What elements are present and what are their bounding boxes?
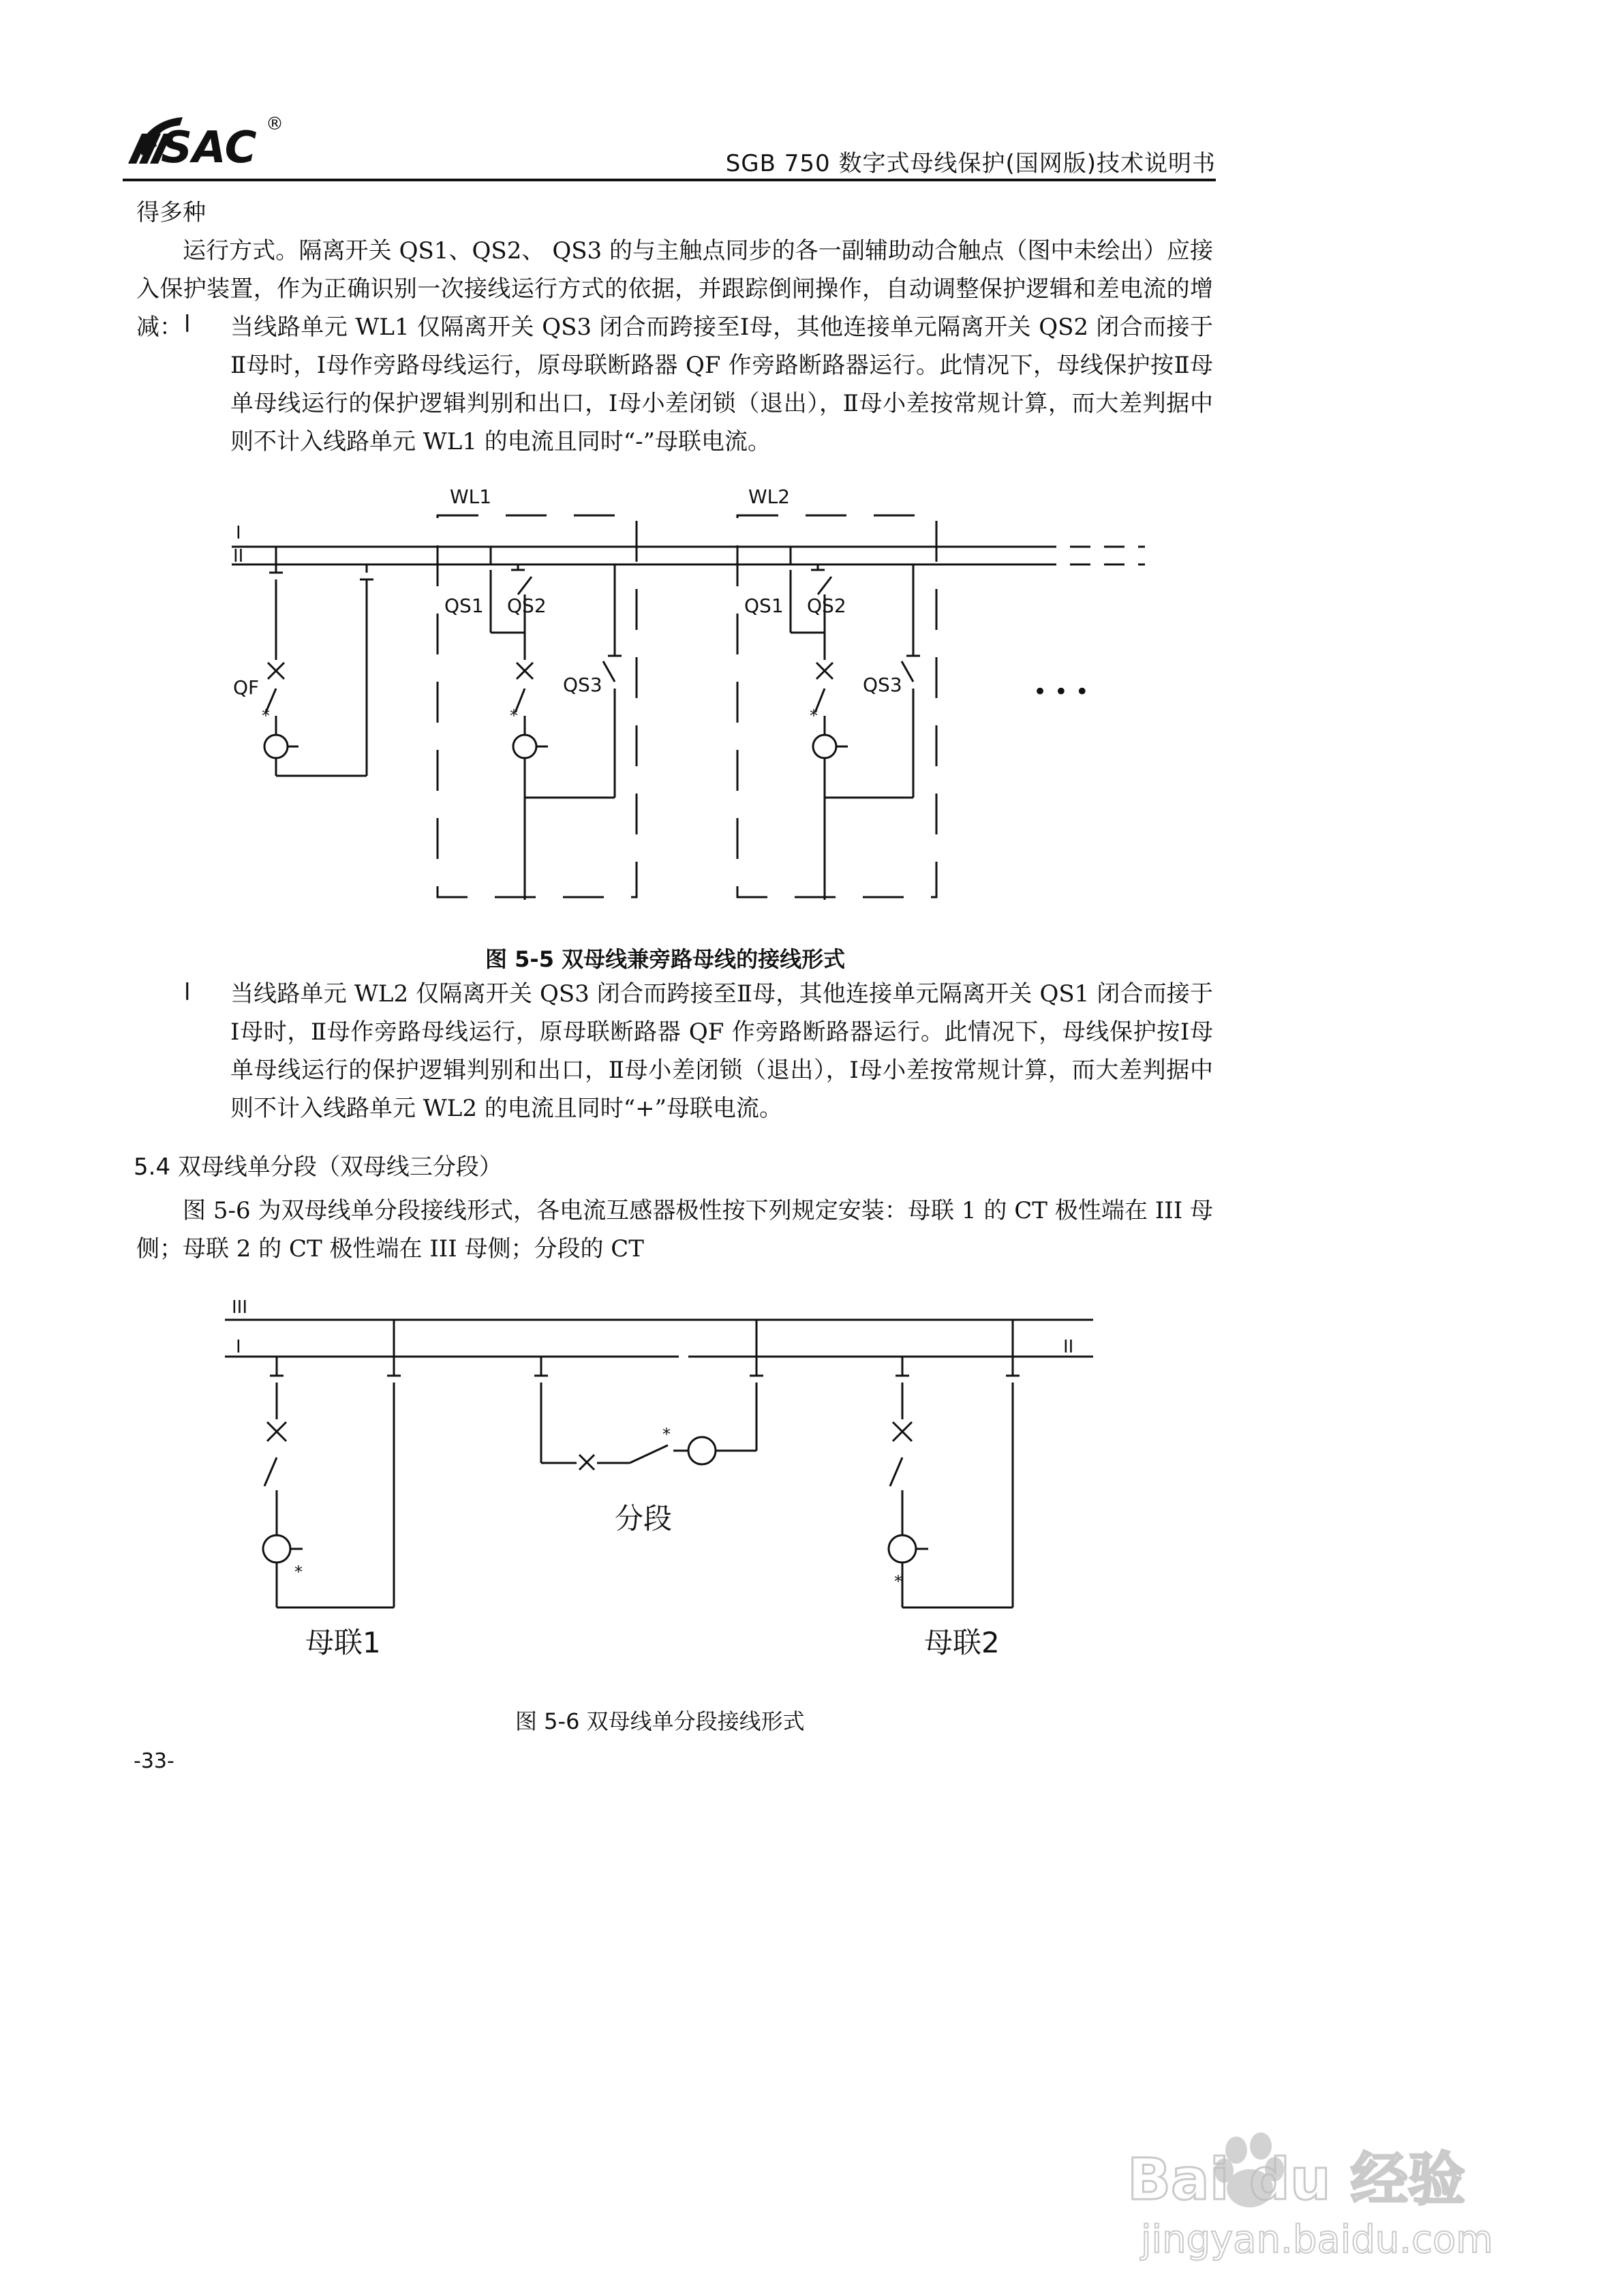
switch-label-qs3: QS3 <box>563 674 602 696</box>
section-heading: 5.4 双母线单分段（双母线三分段） <box>134 1153 502 1181</box>
sac-logo <box>114 93 292 175</box>
bus-label-iii: III <box>232 1297 248 1318</box>
bus-coupler-1 <box>263 1320 401 1607</box>
figure-5-5-caption: 图 5-5 双母线兼旁路母线的接线形式 <box>485 946 846 972</box>
figure-5-6-caption: 图 5-6 双母线单分段接线形式 <box>515 1708 805 1734</box>
header-divider <box>123 179 1216 181</box>
switch-label-qs2: QS2 <box>507 594 547 617</box>
bus-label-ii: II <box>233 546 244 567</box>
breaker-x-icon <box>268 663 284 679</box>
ct-icon <box>513 735 536 758</box>
breaker-x-icon <box>816 663 833 679</box>
ct-icon <box>813 735 836 758</box>
paragraph-2: 图 5-6 为双母线单分段接线形式，各电流互感器极性按下列规定安装：母联 1 的 CT 极性端在 III 母侧；母联 2 的 CT 极性端在 III 母侧；分段的 CT <box>136 1197 1213 1263</box>
switch-label-qs1: QS1 <box>444 594 484 617</box>
bullet-marker: l <box>184 311 191 338</box>
ct-icon <box>688 1437 716 1464</box>
ct-icon <box>263 1535 290 1562</box>
polarity-mark: * <box>810 706 818 725</box>
polarity-mark: * <box>262 706 270 725</box>
line-fragment: 得多种 <box>136 199 206 226</box>
logo-text: SAC <box>161 123 257 173</box>
breaker-x-icon <box>267 1422 286 1441</box>
switch-label-qs1: QS1 <box>744 594 784 617</box>
document-title: SGB 750 数字式母线保护(国网版)技术说明书 <box>725 150 1216 177</box>
coupler-2-label: 母联2 <box>924 1626 1000 1659</box>
unit-label-wl1: WL1 <box>450 485 492 508</box>
watermark-url: jingyan.baidu.com <box>1141 2218 1493 2262</box>
watermark-brand: Bai du 经验 <box>1127 2146 1465 2213</box>
figure-5-6-diagram <box>218 1288 1104 1670</box>
ct-icon <box>889 1535 916 1562</box>
breaker-x-icon <box>517 663 533 679</box>
bullet-item-2: 当线路单元 WL2 仅隔离开关 QS3 闭合而跨接至Ⅱ母，其他连接单元隔离开关 QS1 闭合而接于Ⅰ母时，Ⅱ母作旁路母线运行，原母联断路器 QF 作旁路断路器运行。此情况下，母线保护按Ⅰ母单母线运行的保护逻辑判别和出口，Ⅱ母小差闭锁（退出），Ⅰ母小差按常规计算，而大差判据中则不计入线路单元 WL2 的电流且同时“+”母联电流。 <box>230 980 1213 1122</box>
polarity-mark: * <box>894 1572 902 1591</box>
polarity-mark: * <box>294 1562 303 1582</box>
bullet-marker: l <box>184 979 191 1006</box>
bus-coupler-2 <box>889 1320 1020 1607</box>
switch-label-qs2: QS2 <box>807 594 846 617</box>
page-number: -33- <box>134 1749 174 1773</box>
bullet-item-1: 当线路单元 WL1 仅隔离开关 QS3 闭合而跨接至Ⅰ母，其他连接单元隔离开关 QS2 闭合而接于Ⅱ母时，Ⅰ母作旁路母线运行，原母联断路器 QF 作旁路断路器运行。此情况下，母线保护按Ⅱ母单母线运行的保护逻辑判别和出口，Ⅰ母小差闭锁（退出），Ⅱ母小差按常规计算，而大差判据中则不计入线路单元 WL1 的电流且同时“-”母联电流。 <box>230 314 1213 455</box>
unit-label-wl2: WL2 <box>748 485 791 508</box>
baidu-watermark <box>1120 2112 1502 2269</box>
switch-label-qs3: QS3 <box>863 674 902 696</box>
bus-label-i: I <box>236 523 241 543</box>
breaker-label-qf: QF <box>233 676 260 699</box>
paragraph-1: 运行方式。隔离开关 QS1、QS2、 QS3 的与主触点同步的各一副辅助动合触点（图中未绘出）应接入保护装置，作为正确识别一次接线运行方式的依据，并跟踪倒闸操作，自动调整保护逻辑和差电流的增减： <box>136 237 1213 341</box>
ct-icon <box>264 735 288 758</box>
breaker-x-icon <box>579 1455 594 1470</box>
coupler-1-label: 母联1 <box>305 1626 381 1659</box>
bus-label-ii: II <box>1063 1337 1074 1357</box>
section-label: 分段 <box>615 1502 673 1535</box>
bus-label-i: I <box>236 1337 241 1357</box>
polarity-mark: * <box>510 706 518 725</box>
polarity-mark: * <box>662 1425 671 1444</box>
bus-section <box>534 1320 763 1535</box>
continuation-ellipsis: • • • <box>1033 678 1089 706</box>
breaker-x-icon <box>893 1422 912 1441</box>
logo-registered-mark: ® <box>266 114 284 134</box>
figure-5-5-diagram <box>218 477 1145 913</box>
